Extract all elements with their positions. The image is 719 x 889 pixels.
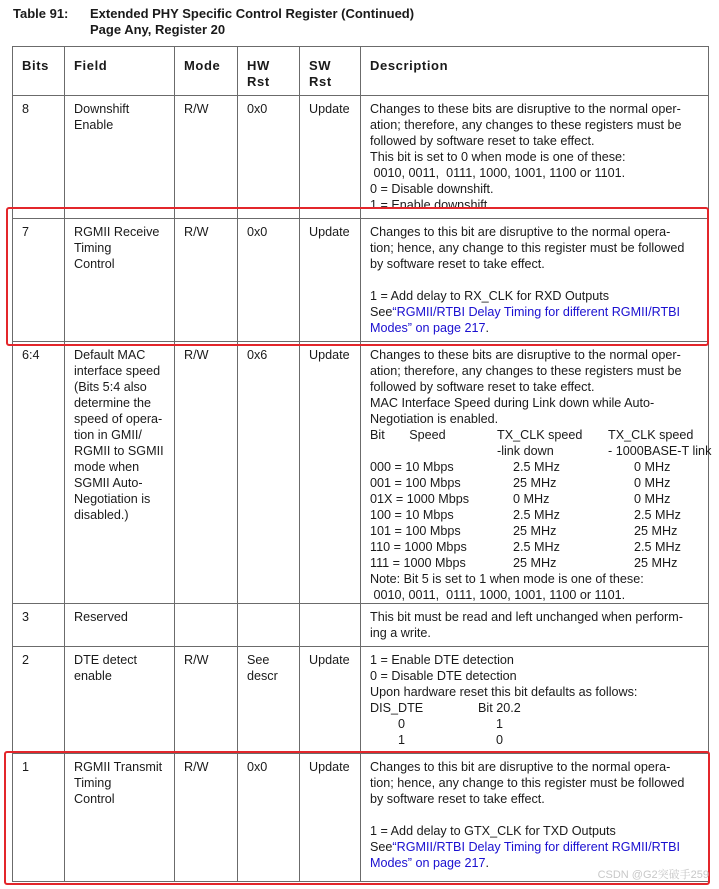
table-row	[13, 604, 709, 647]
cell-hw-rst: 0x0	[238, 96, 300, 219]
cell-description: Changes to these bits are disruptive to the normal oper- ation; therefore, any changes to these registers must be followed by software reset to take effect. MAC Interface Speed during Link down while Auto- Negotiation is enabled. Bit Speed TX_CLK speed TX_CLK speed -link down - 1000BASE-T link 000 = 10 Mbps 2.5 MHz 0 MHz 001 = 100 Mbps 25 MHz 0 MHz 01X = 1000 Mbps 0 MHz 0 MHz 100 = 10 Mbps 2.5 MHz 2.5 MHz 101 = 100 Mbps 25 MHz 25 MHz 110 = 1000 Mbps 2.5 MHz 2.5 MHz 111 = 1000 Mbps 25 MHz 25 MHz Note: Bit 5 is set to 1 when mode is one of these: 0010, 0011, 0111, 1000, 1001, 1100 or 1101.	[361, 342, 709, 604]
table-title-line2: Page Any, Register 20	[90, 22, 226, 37]
header-bits: Bits	[13, 47, 65, 96]
cell-sw-rst: Update	[300, 96, 361, 219]
cell-field: Default MAC interface speed (Bits 5:4 also determine the speed of opera- tion in GMII/ RGMII to SGMII mode when SGMII Auto- Negotiation is disabled.)	[65, 342, 175, 604]
cell-description: Changes to this bit are disruptive to the normal opera- tion; hence, any change to this register must be followed by software reset to take effect. 1 = Add delay to RX_CLK for RXD Outputs See“RGMII/RTBI Delay Timing for different RGMII/RTBI Modes” on page 217.	[361, 219, 709, 342]
table-number: Table 91:	[13, 6, 69, 21]
cell-hw-rst: 0x0	[238, 219, 300, 342]
cell-mode: R/W	[175, 647, 238, 754]
cell-description: Changes to this bit are disruptive to the normal opera- tion; hence, any change to this register must be followed by software reset to take effect. 1 = Add delay to GTX_CLK for TXD Outputs See“RGMII/RTBI Delay Timing for different RGMII/RTBI Modes” on page 217.	[361, 754, 709, 882]
cell-mode: R/W	[175, 342, 238, 604]
header-mode: Mode	[175, 47, 238, 96]
header-sw-rst: SW Rst	[300, 47, 361, 96]
cell-bits: 3	[13, 604, 65, 647]
cell-sw-rst: Update	[300, 647, 361, 754]
cell-bits: 7	[13, 219, 65, 342]
cell-hw-rst	[238, 604, 300, 647]
cell-mode: R/W	[175, 219, 238, 342]
cell-bits: 6:4	[13, 342, 65, 604]
cell-mode	[175, 604, 238, 647]
cell-field: RGMII Receive Timing Control	[65, 219, 175, 342]
cell-sw-rst	[300, 604, 361, 647]
register-table	[12, 46, 712, 882]
table-row	[13, 219, 709, 342]
cell-sw-rst: Update	[300, 219, 361, 342]
cross-reference-link[interactable]: “RGMII/RTBI Delay Timing for different RGMII/RTBI	[392, 840, 681, 854]
cell-field: Downshift Enable	[65, 96, 175, 219]
cell-description: Changes to these bits are disruptive to the normal oper- ation; therefore, any changes to these registers must be followed by software reset to take effect. This bit is set to 0 when mode is one of these: 0010, 0011, 0111, 1000, 1001, 1100 or 1101. 0 = Disable downshift. 1 = Enable downshift.	[361, 96, 709, 219]
cell-mode: R/W	[175, 754, 238, 882]
cross-reference-link[interactable]: “RGMII/RTBI Delay Timing for different RGMII/RTBI	[392, 305, 681, 319]
cross-reference-link-cont[interactable]: Modes” on page 217	[370, 856, 486, 870]
header-field: Field	[65, 47, 175, 96]
cell-bits: 1	[13, 754, 65, 882]
cell-bits: 8	[13, 96, 65, 219]
header-hw-rst: HW Rst	[238, 47, 300, 96]
dte-table: DIS_DTE Bit 20.2 0 1 1 0	[370, 701, 521, 747]
cell-field: DTE detect enable	[65, 647, 175, 754]
cell-field: Reserved	[65, 604, 175, 647]
cell-description: 1 = Enable DTE detection 0 = Disable DTE detection Upon hardware reset this bit defaults as follows: DIS_DTE Bit 20.2 0 1 1 0	[361, 647, 709, 754]
speed-table-header: Bit Speed TX_CLK speed TX_CLK speed -link down - 1000BASE-T link	[370, 428, 712, 458]
cell-bits: 2	[13, 647, 65, 754]
cell-sw-rst: Update	[300, 754, 361, 882]
cell-hw-rst: 0x0	[238, 754, 300, 882]
cell-field: RGMII Transmit Timing Control	[65, 754, 175, 882]
table-title-line1: Extended PHY Specific Control Register (Continued)	[90, 6, 415, 21]
cell-hw-rst: See descr	[238, 647, 300, 754]
header-row	[13, 47, 709, 96]
table-title	[90, 6, 690, 38]
watermark: CSDN @G2突破手259	[597, 869, 709, 881]
cell-description: This bit must be read and left unchanged when perform- ing a write.	[361, 604, 709, 647]
table-row	[13, 754, 709, 882]
table-row	[13, 96, 709, 219]
table-row	[13, 647, 709, 754]
table-row	[13, 342, 709, 604]
cell-sw-rst: Update	[300, 342, 361, 604]
cross-reference-link-cont[interactable]: Modes” on page 217	[370, 321, 486, 335]
cell-mode: R/W	[175, 96, 238, 219]
cell-hw-rst: 0x6	[238, 342, 300, 604]
header-description: Description	[361, 47, 709, 96]
speed-table: 000 = 10 Mbps 2.5 MHz 0 MHz 001 = 100 Mbps 25 MHz 0 MHz 01X = 1000 Mbps 0 MHz 0 MHz 100 = 10 Mbps 2.5 MHz 2.5 MHz 101 = 100 Mbps 25 MHz 25 MHz 110 = 1000 Mbps 2.5 MHz 2.5 MHz 111 = 1000 Mbps 25 MHz 25 MHz	[370, 460, 681, 570]
